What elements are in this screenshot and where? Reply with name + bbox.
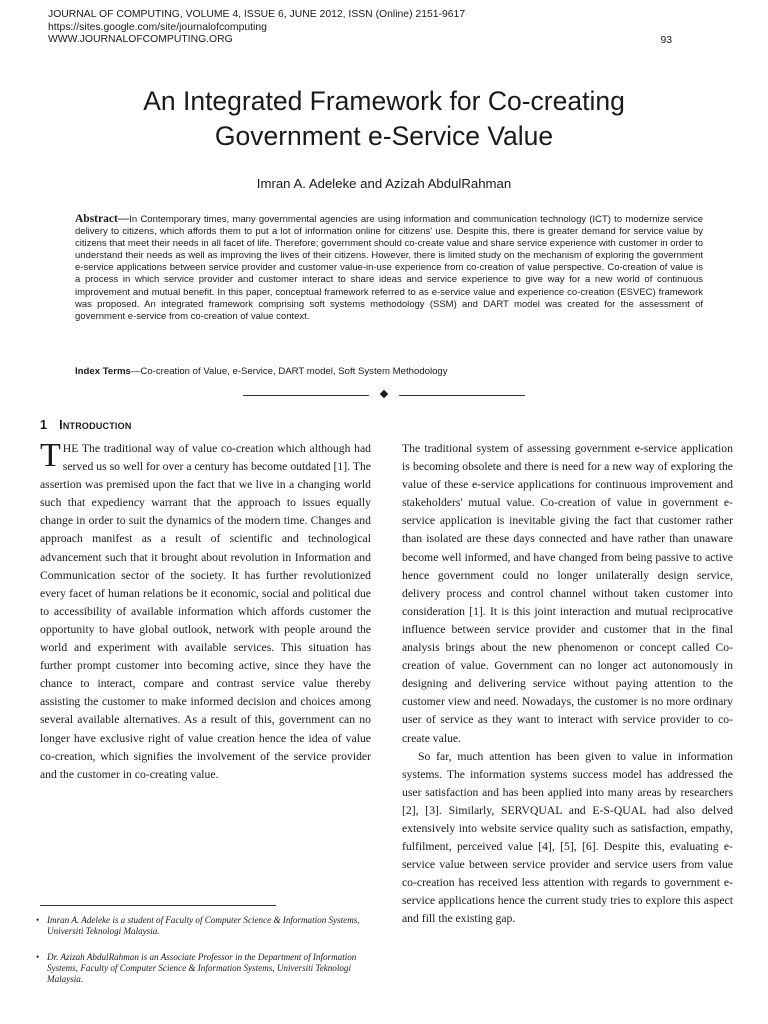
abstract-dash: —: [117, 213, 130, 225]
footnote-text: Dr. Azizah AbdulRahman is an Associate Professor in the Department of Information Systems, Faculty of Computer Science & Information Systems, Universiti Teknologi Malaysia.: [47, 952, 357, 985]
footnote-rule: [40, 905, 276, 906]
authors: Imran A. Adeleke and Azizah AbdulRahman: [256, 176, 512, 191]
page-number: 93: [660, 35, 672, 46]
title-line-2: Government e-Service Value: [214, 121, 554, 151]
footnote-bullet: •: [36, 915, 40, 925]
footnote-bullet: •: [36, 952, 40, 962]
right-paragraph-2: So far, much attention has been given to value in information systems. The information systems success model has addressed the user satisfaction and has been applied into many areas by researchers [2], [3]. Similarly, SERVQUAL and E-S-QUAL had also delved extensively into website service quality such as satisfaction, empathy, fulfilment, perceived value [4], [5], [6]. Despite this, evaluating e-service value between service provider and service users from value co-creation has received less attention with regards to government e-service applications hence the current study tries to explore this aspect and fill the existing gap.: [402, 749, 733, 926]
title-line-1: An Integrated Framework for Co-creating: [143, 86, 625, 116]
index-terms-label: Index Terms: [75, 366, 131, 377]
separator-line-right: [399, 395, 525, 396]
intro-paragraph: [40, 437, 371, 784]
section-title: Introduction: [59, 418, 132, 432]
separator-line-left: [243, 395, 369, 396]
running-header: [48, 9, 672, 47]
intro-first-word: HE: [62, 442, 79, 455]
journal-line: JOURNAL OF COMPUTING, VOLUME 4, ISSUE 6, JUNE 2012, ISSN (Online) 2151-9617: [48, 9, 466, 20]
left-column: [40, 437, 371, 784]
abstract: [75, 213, 703, 323]
section-heading: [40, 418, 132, 432]
site-url[interactable]: https://sites.google.com/site/journalofcomputing: [48, 21, 267, 33]
footnote-1: [36, 915, 366, 937]
drop-cap: T: [40, 437, 61, 474]
intro-text: The traditional way of value co-creation which although had served us so well for over a century has become outdated [1]. The assertion was premised upon the fact that we live in a changing world such that expediency warrant that the approach to issues equally change in order to suit the dynamics of the modern time. Changes and approach manifest as a result of scientific and technological advancement such that it brought about revolution in Information and Communication sector of the society. It has further revolutionized every facet of human relations be it economic, social and political due to accessibility of available information which affords customer the opportunity to have global outlook, network with people around the world and experiment with available services. This situation has further prompt customer into becoming active, since they have the chance to interact, compare and contrast service value thereby assisting the customer to make informed decision and choices among several available alternatives. As a result of this, government can no longer have exclusive right of value creation hence the idea of value co-creation, which signifies the involvement of the service provider and the customer in co-creating value.: [40, 442, 371, 781]
abstract-label: Abstract: [75, 213, 118, 225]
section-separator: [243, 389, 525, 401]
section-number: 1: [40, 418, 48, 432]
footnote-2: [36, 952, 366, 986]
right-column: [402, 440, 733, 929]
index-terms: [75, 366, 703, 377]
index-terms-text: Co-creation of Value, e-Service, DART model, Soft System Methodology: [140, 366, 448, 377]
paper-title: [48, 84, 720, 154]
abstract-text: In Contemporary times, many governmental agencies are using information and communication technology (ICT) to modernize service delivery to citizens, which affords them to put a lot of information online for citizens' use. Despite this, there is greater demand for service value by citizens that meet their needs in all facet of life. Therefore; government should co-create value and share service experience with customer in order to understand their needs as well as improving the lives of their citizens. However, there is limited study on the mechanism of exploring the government e-service applications between service provider and customer value-in-use experience from co-creation of value perspective. Co-creation of value is a process in which service provider and customer interact to share ideas and service experience to give way for a new world of continuous improvement and mutual benefit. In this paper, conceptual framework referred to as e-service value and experience co-creation (ESVEC) framework was proposed. An integrated framework comprising soft systems methodology (SSM) and DART model was created for the assessment of government e-service from co-creation of value context.: [75, 214, 703, 322]
right-paragraph-1: The traditional system of assessing government e-service application is becoming obsolete and there is need for a new way of exploring the value of these e-service applications for continuous improvement and stakeholders' mutual value. Co-creation of value in government e-service application is inevitable giving the fact that customer rather than isolated are these days connected and have rather than unaware become well informed, and have changed from being passive to active hence government could no longer unilaterally design service, delivery process and control channel without taken customer into consideration [1]. It is this joint interaction and mutual reciprocative influence between service provider and customer that in the final analysis brings about the new phenomenon or concept called Co-creation of value. Government can no longer act autonomously in designing and delivering service without paying attention to the customer view and need. Nowadays, the customer is no more ordinary user of service as they want to interact with service provider to co-create value.: [402, 442, 733, 745]
journal-website[interactable]: WWW.JOURNALOFCOMPUTING.ORG: [48, 34, 233, 46]
diamond-icon: [380, 390, 388, 398]
footnote-text: Imran A. Adeleke is a student of Faculty of Computer Science & Information Systems, Universiti Teknologi Malaysia.: [47, 915, 360, 937]
index-terms-dash: —: [130, 366, 141, 377]
